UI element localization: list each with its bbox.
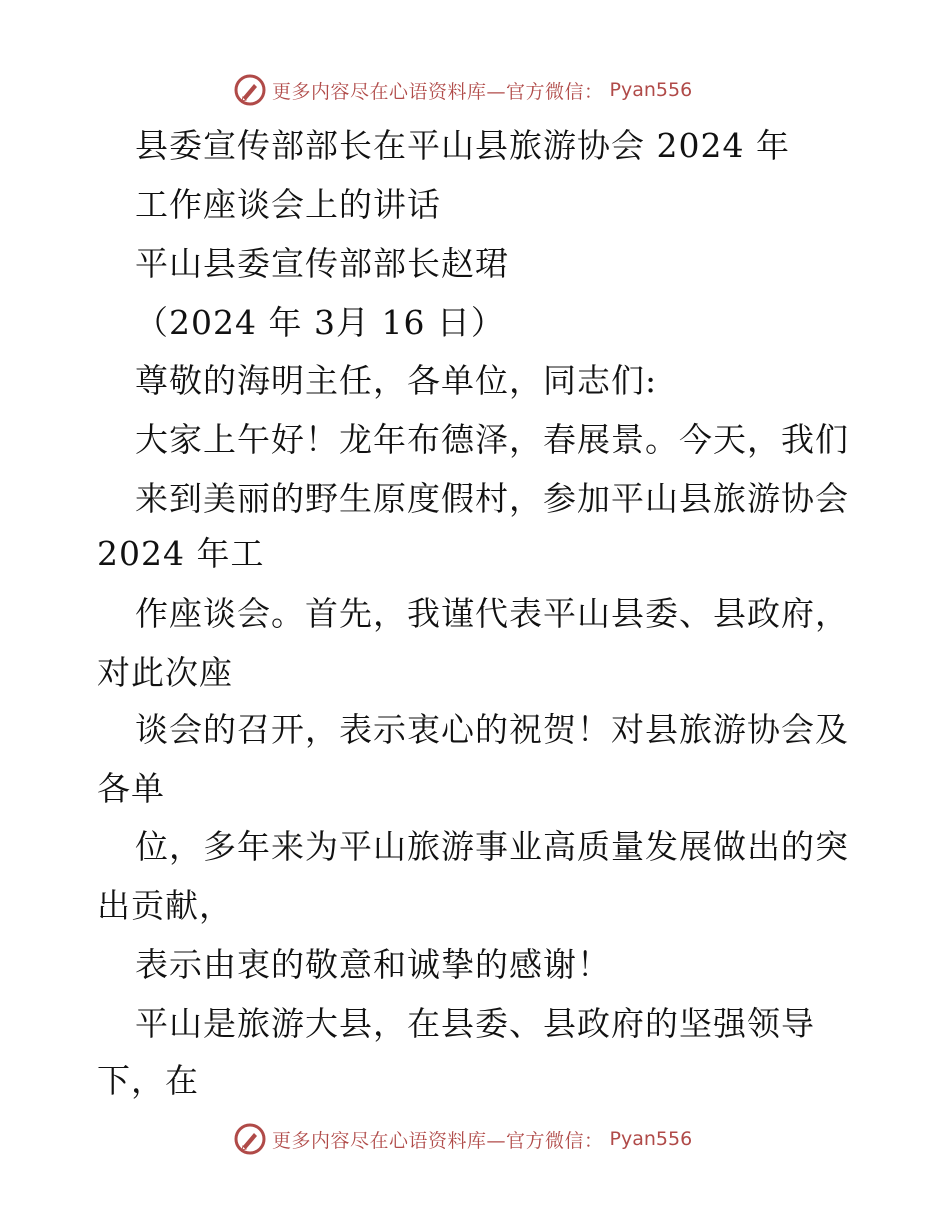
paragraph-line: 出贡献， [97,886,233,925]
paragraph-line: 来到美丽的野生原度假村，参加平山县旅游协会 [135,479,849,518]
paragraph-line: 下，在 [97,1061,199,1100]
watermark-wechat-id: Pyan556 [609,1128,693,1150]
document-title-line-1: 县委宣传部部长在平山县旅游协会 2024 年 [135,126,790,165]
paragraph-line: 表示由衷的敬意和诚挚的感谢！ [135,945,611,984]
paragraph-line: 作座谈会。首先，我谨代表平山县委、县政府， [135,594,849,633]
watermark-text: 更多内容尽在心语资料库—官方微信： [272,80,604,103]
greeting-line: 尊敬的海明主任，各单位，同志们: [135,361,658,400]
paragraph-line: 2024 年工 [97,534,265,573]
paragraph-line: 位，多年来为平山旅游事业高质量发展做出的突 [135,827,849,866]
paragraph-line: 大家上午好！龙年布德泽，春展景。今天，我们 [135,420,849,459]
paragraph-line: 对此次座 [97,653,233,692]
header-watermark [234,73,692,107]
pen-logo-icon [234,74,266,106]
pen-logo-icon [234,1123,266,1155]
paragraph-line: 各单 [97,769,165,808]
paragraph-line: 平山是旅游大县，在县委、县政府的坚强领导 [135,1004,815,1043]
document-date: （2024 年 3月 16 日） [135,303,505,342]
paragraph-line: 谈会的召开，表示衷心的祝贺！对县旅游协会及 [135,710,849,749]
document-author: 平山县委宣传部部长赵珺 [135,244,509,283]
watermark-text: 更多内容尽在心语资料库—官方微信： [272,1129,604,1152]
watermark-wechat-id: Pyan556 [609,79,693,101]
document-title-line-2: 工作座谈会上的讲话 [135,185,441,224]
footer-watermark [234,1122,692,1156]
